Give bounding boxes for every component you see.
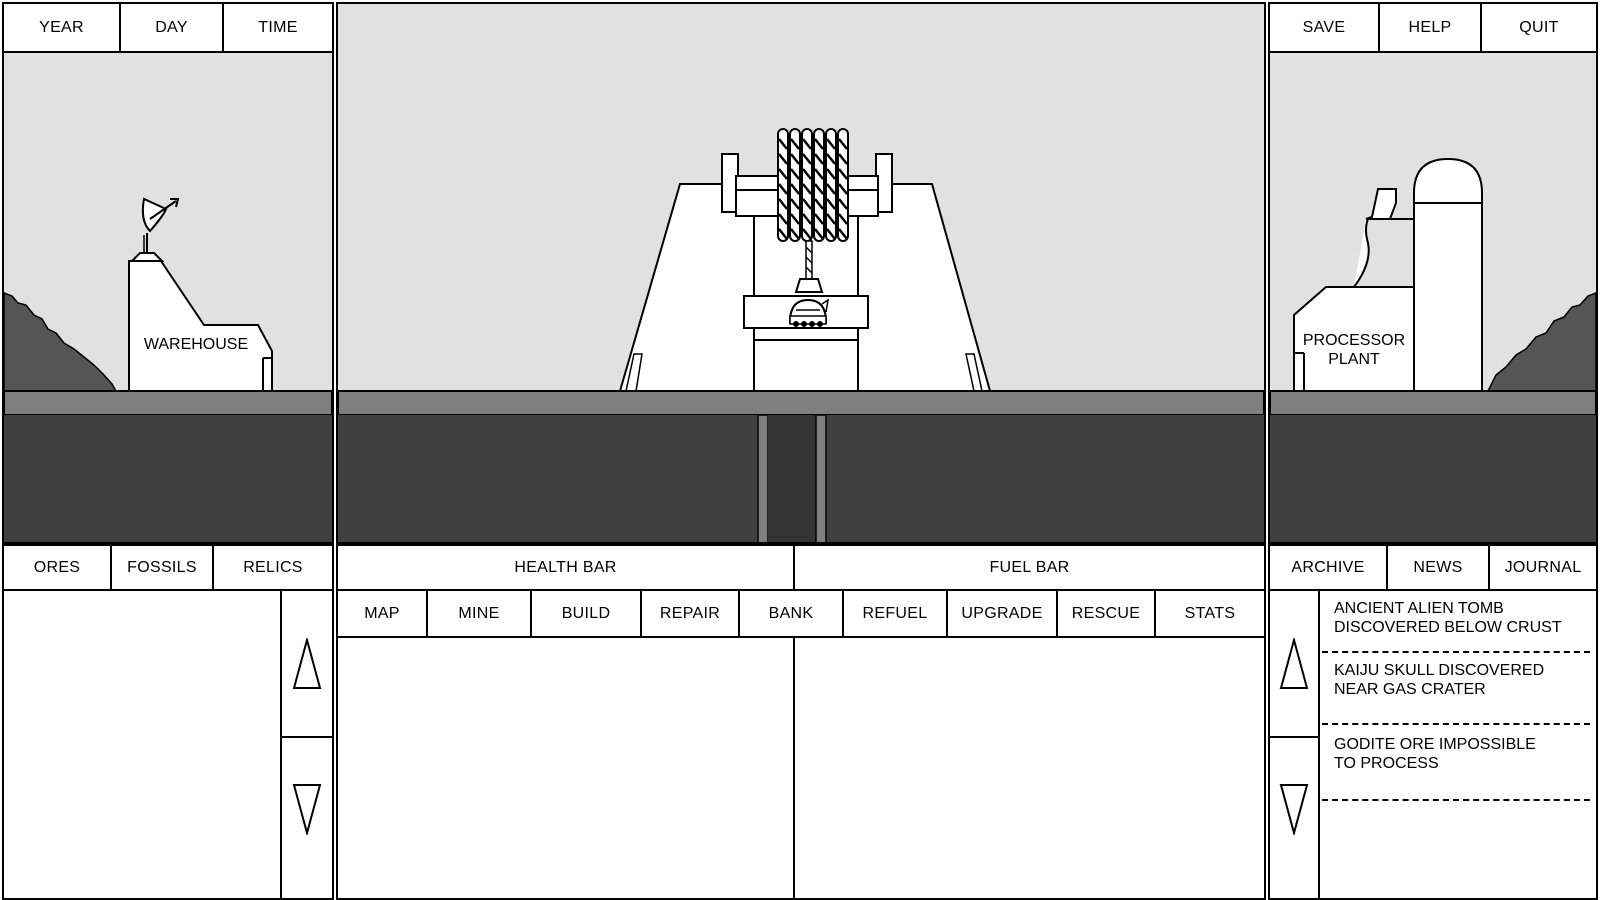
tab-year[interactable]: YEAR (4, 4, 121, 51)
warehouse-scene-art (4, 53, 332, 544)
inventory-list[interactable] (4, 591, 282, 898)
tab-ores[interactable]: ORES (4, 546, 112, 589)
processor-scene-art (1270, 53, 1596, 544)
fuel-bar: FUEL BAR (795, 546, 1264, 589)
mine-scene (338, 4, 1264, 544)
triangle-up-icon (1279, 638, 1309, 690)
mine-shaft[interactable] (758, 415, 826, 544)
save-button[interactable]: SAVE (1270, 4, 1380, 51)
news-list (1322, 591, 1596, 898)
build-button[interactable]: BUILD (532, 591, 642, 636)
news-item[interactable] (1322, 591, 1590, 653)
warehouse-scene (4, 53, 332, 544)
health-bar: HEALTH BAR (338, 546, 795, 589)
news-scrollbar[interactable] (1270, 591, 1320, 898)
mine-scene-art (338, 4, 1264, 544)
refuel-button[interactable]: REFUEL (844, 591, 948, 636)
inventory-scroll-up-button[interactable] (282, 591, 332, 738)
triangle-down-icon (1279, 783, 1309, 835)
left-panel (2, 2, 334, 900)
action-toolbar (338, 591, 1264, 638)
right-panel (1268, 2, 1598, 900)
repair-button[interactable]: REPAIR (642, 591, 740, 636)
news-item-line: DISCOVERED BELOW CRUST (1334, 619, 1562, 636)
news-item[interactable] (1322, 653, 1590, 725)
content-pane-right (795, 638, 1264, 898)
content-pane-left (338, 638, 795, 898)
rescue-button[interactable]: RESCUE (1058, 591, 1156, 636)
processor-label-line2: PLANT (1328, 351, 1380, 368)
inventory-scrollbar[interactable] (282, 591, 332, 898)
winch-coil (778, 129, 848, 241)
drill-pod-icon[interactable] (790, 300, 828, 327)
news-item-line: KAIJU SKULL DISCOVERED (1334, 662, 1545, 679)
news-scroll-down-button[interactable] (1270, 736, 1318, 881)
status-bar-row (338, 544, 1264, 591)
mine-button[interactable]: MINE (428, 591, 532, 636)
tab-archive[interactable]: ARCHIVE (1270, 546, 1388, 589)
tab-day[interactable]: DAY (121, 4, 224, 51)
tab-fossils[interactable]: FOSSILS (112, 546, 214, 589)
triangle-down-icon (292, 783, 322, 835)
processor-label-line1: PROCESSOR (1302, 332, 1406, 349)
inventory-tab-bar (4, 544, 332, 591)
news-item-line: TO PROCESS (1334, 755, 1439, 772)
news-scroll-up-button[interactable] (1270, 591, 1318, 738)
processor-silo[interactable] (1414, 159, 1482, 391)
news-item-line: ANCIENT ALIEN TOMB (1334, 600, 1504, 617)
news-item-line: GODITE ORE IMPOSSIBLE (1334, 736, 1536, 753)
inventory-scroll-down-button[interactable] (282, 736, 332, 881)
center-panel (336, 2, 1266, 900)
quit-button[interactable]: QUIT (1482, 4, 1596, 51)
time-tab-bar (4, 4, 332, 53)
map-button[interactable]: MAP (338, 591, 428, 636)
news-item-line: NEAR GAS CRATER (1334, 681, 1486, 698)
upgrade-button[interactable]: UPGRADE (948, 591, 1058, 636)
tab-time[interactable]: TIME (224, 4, 332, 51)
triangle-up-icon (292, 638, 322, 690)
hook-icon (796, 279, 822, 292)
info-tab-bar (1270, 544, 1596, 591)
processor-scene (1270, 53, 1596, 544)
warehouse-label: WAREHOUSE (143, 336, 249, 353)
stats-button[interactable]: STATS (1156, 591, 1264, 636)
bank-button[interactable]: BANK (740, 591, 844, 636)
system-tab-bar (1270, 4, 1596, 53)
news-item[interactable] (1322, 725, 1590, 801)
tab-news[interactable]: NEWS (1388, 546, 1490, 589)
help-button[interactable]: HELP (1380, 4, 1482, 51)
tab-journal[interactable]: JOURNAL (1490, 546, 1596, 589)
tab-relics[interactable]: RELICS (214, 546, 332, 589)
